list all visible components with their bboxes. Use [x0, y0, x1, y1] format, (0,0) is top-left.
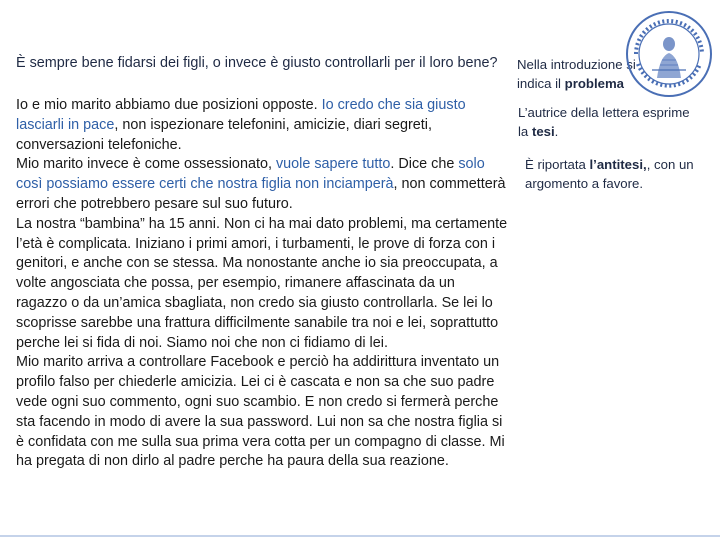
note-text: È riportata: [525, 157, 590, 172]
highlight-antithesis: vuole sapere tutto: [275, 156, 391, 173]
text-span: , non commetterà errori che potrebbero pesare sul suo futuro.: [16, 176, 506, 212]
note-text: L’autrice della lettera esprime la: [518, 105, 690, 139]
highlight-thesis: Io credo che sia giusto lasciarli in pace: [16, 97, 466, 133]
paragraph-positions: [16, 96, 508, 155]
note-text: Nella introduzione si indica il: [517, 57, 636, 91]
note-text: , con un argomento a favore.: [525, 157, 694, 191]
letter-body: [16, 96, 508, 472]
text-span: Mio marito invece è come ossessionato,: [16, 156, 276, 173]
text-span: . Dice che: [390, 156, 459, 173]
letter-question: È sempre bene fidarsi dei figli, o invece è giusto controllarli per il loro bene?: [16, 55, 498, 71]
note-antithesis: [525, 156, 700, 193]
highlight-argument: solo così possiamo essere certi che nostra figlia non inciamperà: [16, 156, 485, 193]
note-thesis: [518, 104, 693, 141]
note-keyword-problem: problema: [564, 75, 625, 91]
text-span: , non ispezionare telefonini, amicizie, diari segreti, conversazioni telefoniche.: [16, 116, 432, 153]
note-text: .: [554, 123, 559, 139]
note-keyword-thesis: tesi: [531, 123, 555, 139]
note-keyword-antithesis: l’antitesi,: [589, 157, 647, 172]
university-seal-logo: [624, 8, 714, 100]
text-span: Io e mio marito abbiamo due posizioni opposte.: [16, 97, 322, 113]
bottom-rule: [0, 535, 720, 537]
paragraph-daughter: La nostra “bambina” ha 15 anni. Non ci ha mai dato problemi, ma certamente l’età è complicata. Iniziano i primi amori, i turbamenti, le prove di forza con i genitori, e anche con se stessa. Ma nonostante anche io sia preoccupata, a volte angosciata che possa, per esempio, rimanere affascinata da un ragazzo o da un’amica sbagliata, non credo sia giusto controllarla. Se lei lo scoprisse sarebbe una frattura difficilmente sanabile tra noi e lei, soprattutto perche lei si fida di noi. Siamo noi che non ci fidiamo di lei.: [16, 215, 508, 351]
paragraph-facebook: Mio marito arriva a controllare Facebook e perciò ha addirittura inventato un profilo falso per chiederle amicizia. Lei ci è cascata e non sa che suo padre vede ogni suo commento, ogni suo scambio. E non credo si fermerà perche sta facendo in modo di avere la sua password. Lui non sa che nostra figlia si è confidata con me sulla sua prima vera cotta per un compagno di classe. Mi ha pregata di non dirlo al padre perche ha paura della sua reazione.: [16, 354, 505, 470]
paragraph-husband: [16, 155, 508, 214]
